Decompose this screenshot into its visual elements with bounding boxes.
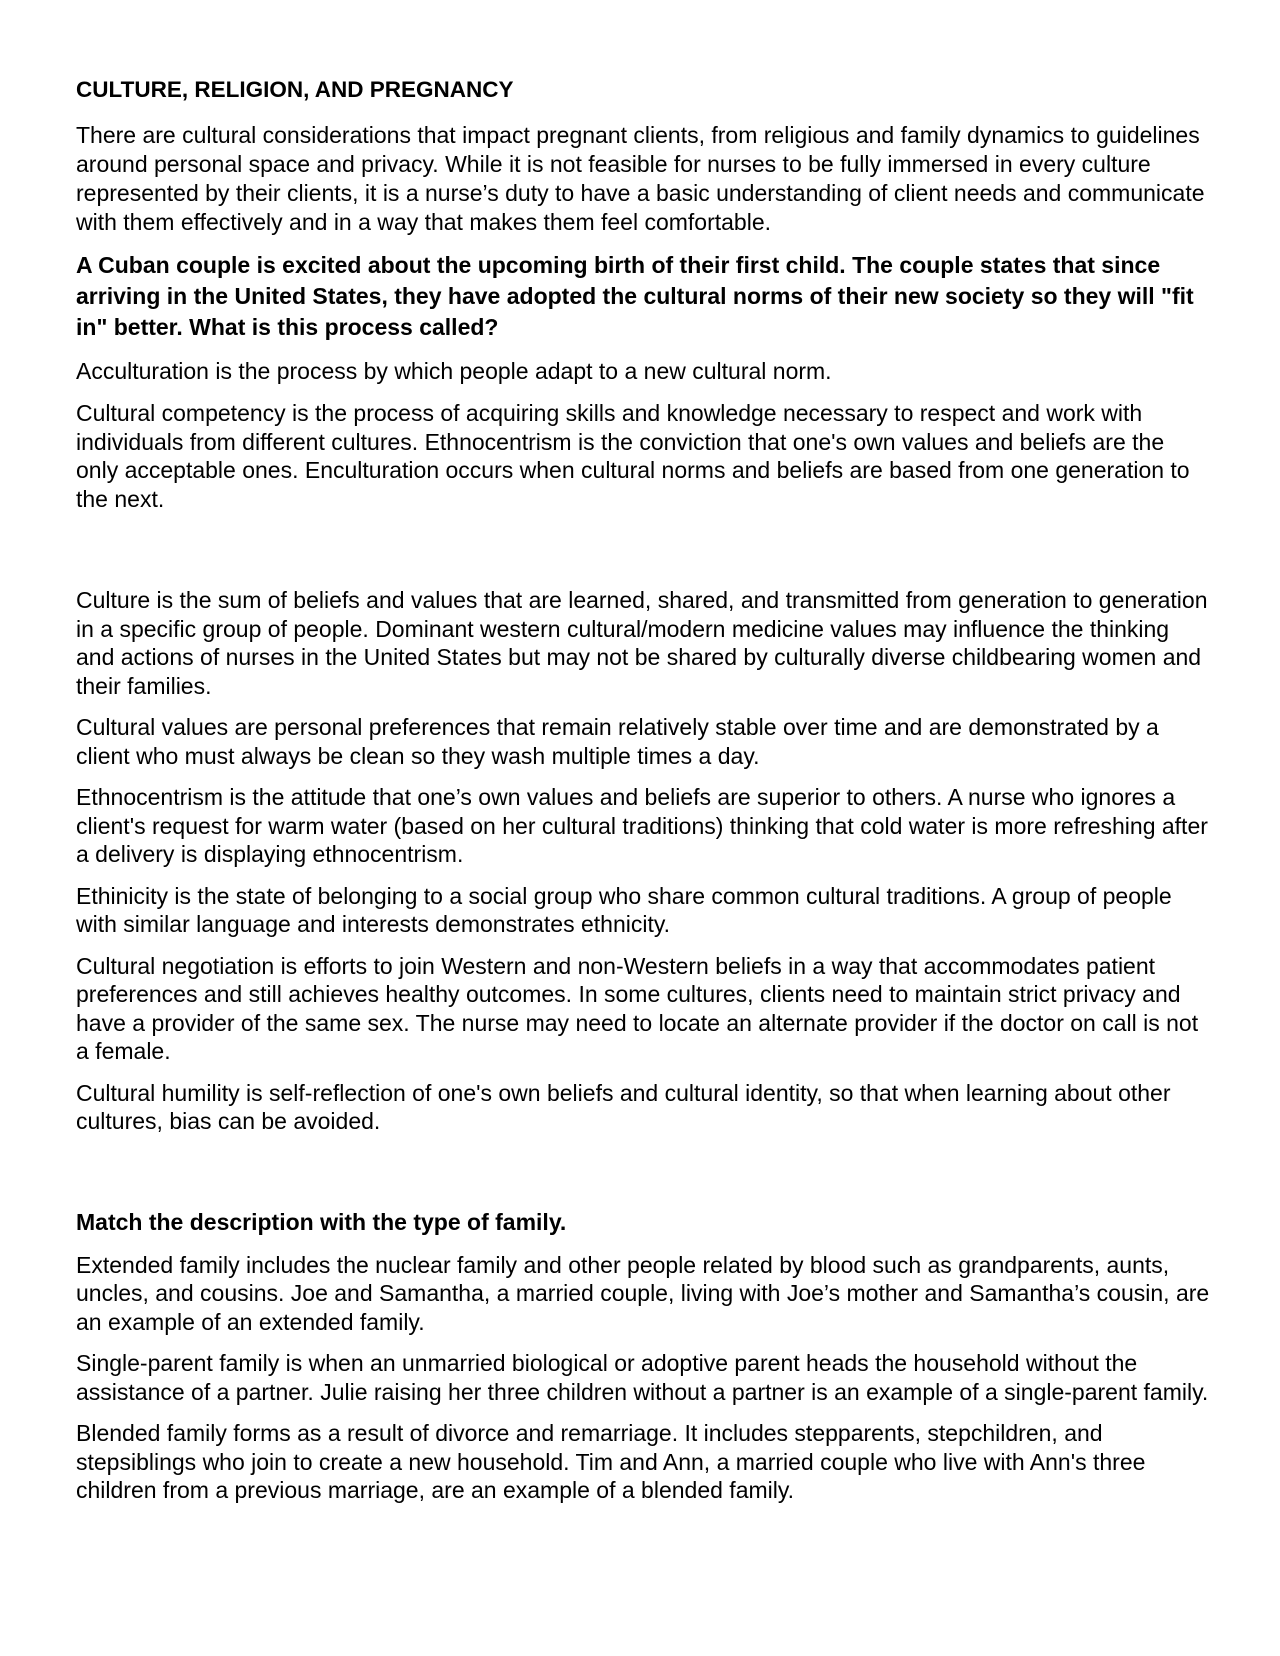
family-single-parent: Single-parent family is when an unmarried biological or adoptive parent heads the household without the assistance of a partner. Julie raising her three children without a partner is an example of a single-parent family.	[76, 1350, 1209, 1405]
answer-paragraph: Acculturation is the process by which people adapt to a new cultural norm.	[76, 358, 832, 385]
explanation-paragraph: Cultural competency is the process of acquiring skills and knowledge necessary to respect and work with individuals from different cultures. Ethnocentrism is the conviction that one's own values and beliefs are the only acceptable ones. Enculturation occurs when cultural norms and beliefs are based from one generation to the next.	[76, 400, 1190, 512]
definition-ethnocentrism: Ethnocentrism is the attitude that one’s own values and beliefs are superior to others. A nurse who ignores a client's request for warm water (based on her cultural traditions) thinking that cold water is more refreshing after a delivery is displaying ethnocentrism.	[76, 784, 1208, 868]
definition-ethnicity: Ethinicity is the state of belonging to a social group who share common cultural traditions. A group of people with similar language and interests demonstrates ethnicity.	[76, 882, 1172, 938]
definition-culture: Culture is the sum of beliefs and values that are learned, shared, and transmitted from generation to generation in a specific group of people. Dominant western cultural/modern medicine values may influence the thinking and actions of nurses in the United States but may not be shared by culturally diverse childbearing women and their families.	[76, 587, 1208, 699]
question-paragraph: A Cuban couple is excited about the upcoming birth of their first child. The couple states that since arriving in the United States, they have adopted the cultural norms of their new society so they will "fit in" better. What is this process called?	[76, 252, 1194, 341]
spacer	[76, 526, 1210, 586]
family-blended: Blended family forms as a result of divorce and remarriage. It includes stepparents, stepchildren, and stepsiblings who join to create a new household. Tim and Ann, a married couple who live with Ann's three children from a previous marriage, are an example of a blended family.	[76, 1420, 1146, 1504]
definition-cultural-humility: Cultural humility is self-reflection of one's own beliefs and cultural identity, so that when learning about other cultures, bias can be avoided.	[76, 1079, 1171, 1135]
family-section-heading: Match the description with the type of family.	[76, 1208, 567, 1235]
family-extended: Extended family includes the nuclear family and other people related by blood such as grandparents, aunts, uncles, and cousins. Joe and Samantha, a married couple, living with Joe’s mother and Samantha’s cousin, are an example of an extended family.	[76, 1251, 1210, 1335]
spacer	[76, 1149, 1210, 1207]
intro-paragraph: There are cultural considerations that impact pregnant clients, from religious and family dynamics to guidelines around personal space and privacy. While it is not feasible for nurses to be fully immersed in every culture represented by their clients, it is a nurse’s duty to have a basic understanding of client needs and communicate with them effectively and in a way that makes them feel comfortable.	[76, 122, 1205, 236]
definition-cultural-values: Cultural values are personal preferences that remain relatively stable over time and are demonstrated by a client who must always be clean so they wash multiple times a day.	[76, 714, 1159, 769]
definition-cultural-negotiation: Cultural negotiation is efforts to join Western and non-Western beliefs in a way that accommodates patient preferences and still achieves healthy outcomes. In some cultures, clients need to maintain strict privacy and have a provider of the same sex. The nurse may need to locate an alternate provider if the doctor on call is not a female.	[76, 952, 1199, 1065]
page-title: CULTURE, RELIGION, AND PREGNANCY	[76, 77, 514, 102]
